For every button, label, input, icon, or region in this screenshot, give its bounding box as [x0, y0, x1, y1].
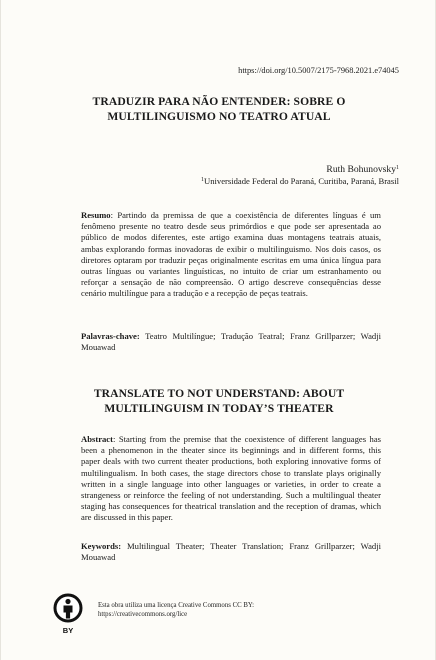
author-name: [326, 162, 399, 176]
abstract-portuguese: [81, 210, 381, 300]
affiliation-marker: 1: [201, 177, 205, 183]
abstract-en-label: Abstract: [81, 434, 113, 444]
keywords-en-text: Multilingual Theater; Theater Translation; Franz Grillparzer; Wadji Mouawad: [81, 541, 381, 563]
author-affiliation: [201, 175, 399, 187]
title-portuguese: TRADUZIR PARA NÃO ENTENDER: SOBRE O MULTILINGUISMO NO TEATRO ATUAL: [92, 95, 346, 123]
abstract-english: [81, 434, 381, 524]
cc-by-graphic: [53, 593, 83, 637]
author-marker: 1: [396, 165, 399, 171]
license-text: [98, 601, 254, 619]
abstract-pt-label: Resumo: [81, 210, 111, 220]
cc-by-badge: BY: [62, 626, 74, 635]
abstract-pt-text: : Partindo da premissa de que a coexistência de diferentes línguas é um fenômeno presente no teatro desde seus primórdios e que pode ser apresentada ao público de modos diferentes, este artigo examina duas montagens teatrais atuais, ambas explorando formas inovadoras de exibir o multilinguismo. Nos dois casos, os diretores optaram por traduzir peças originalmente escritas em uma única língua para outras línguas ou variantes linguísticas, no intuito de criar um estranhamento ou reforçar a sensação de não compreensão. O artigo descreve consequências desse cenário multilíngue para a tradução e a recepção de peças teatrais.: [81, 210, 381, 299]
keywords-english: [81, 541, 381, 563]
keywords-pt-text: Teatro Multilíngue; Tradução Teatral; Franz Grillparzer; Wadji Mouawad: [81, 331, 381, 353]
license-link[interactable]: https://creativecommons.org/lice: [98, 611, 188, 618]
creative-commons-by-icon[interactable]: [53, 593, 83, 642]
doi-link[interactable]: https://doi.org/10.5007/2175-7968.2021.e74045: [238, 66, 399, 75]
license-line-1: Esta obra utiliza uma licença Creative Commons CC BY:: [98, 602, 255, 609]
title-english: TRANSLATE TO NOT UNDERSTAND: ABOUT MULTILINGUISM IN TODAY’S THEATER: [93, 387, 345, 415]
author-name-text: Ruth Bohunovsky: [326, 164, 396, 175]
keywords-portuguese: [81, 331, 381, 353]
keywords-en-label: Keywords:: [81, 541, 122, 551]
affiliation-text: Universidade Federal do Paraná, Curitiba, Paraná, Brasil: [204, 176, 399, 186]
keywords-pt-label: Palavras-chave:: [81, 331, 140, 341]
abstract-en-text: : Starting from the premise that the coexistence of different languages has been a phenomenon in the theater since its beginnings and in different forms, this paper deals with two current theater productions, both exploring innovative forms of multilingualism. In both cases, the stage directors chose to translate plays originally written in a single language into other languages or varieties, in order to create a strangeness or reinforce the feeling of not understanding. Such a multilingual theater staging has consequences for theatrical translation and the reception of dramas, which are discussed in this paper.: [81, 434, 381, 523]
